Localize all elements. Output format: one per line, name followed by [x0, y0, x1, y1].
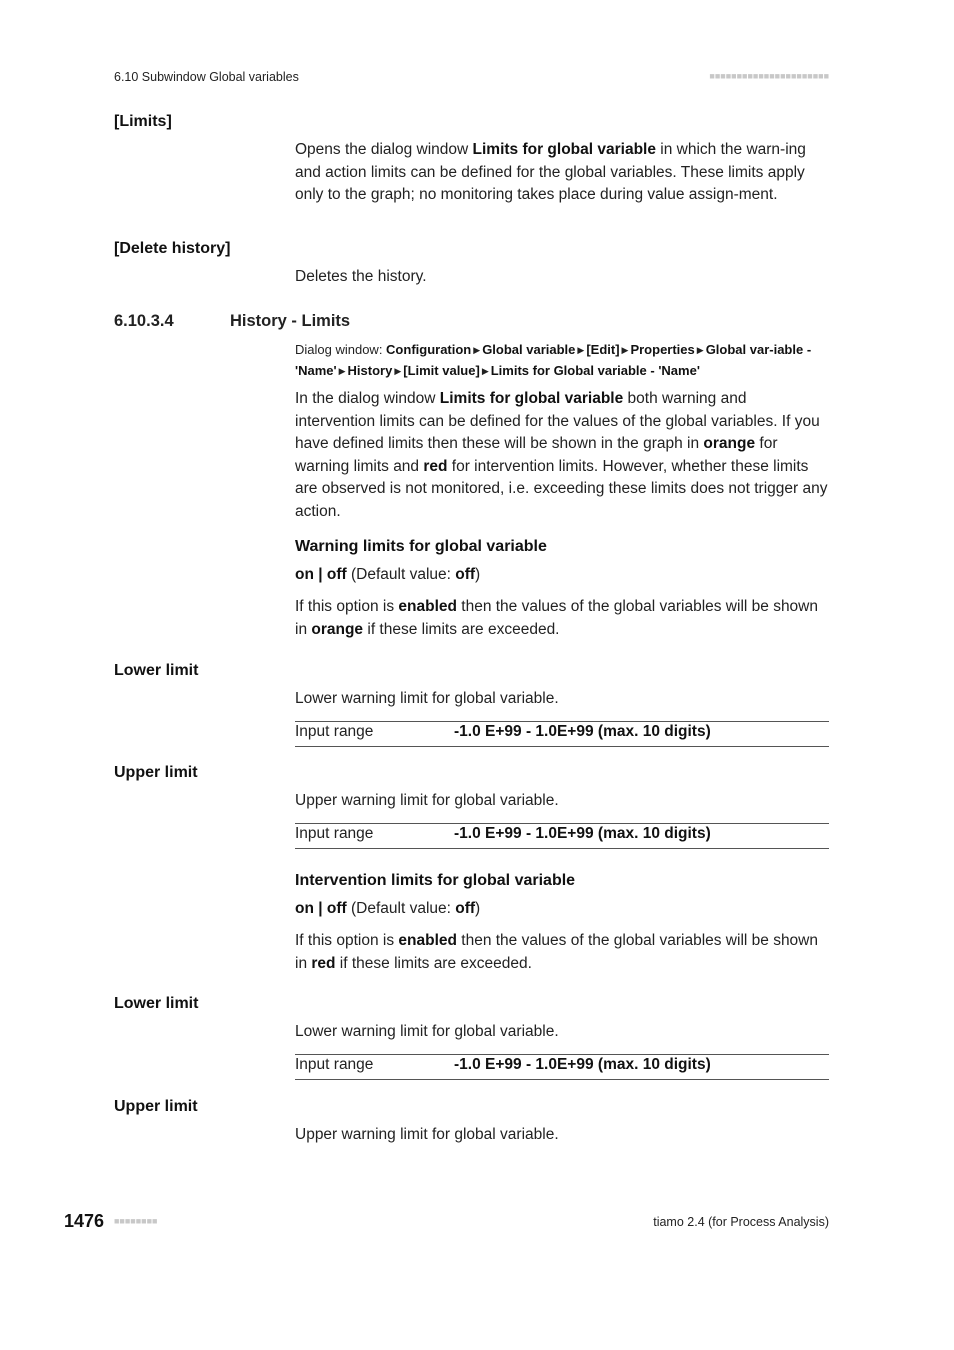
- intervention-limits-description: If this option is enabled then the values of the global variables will be shown in red if these limits are exceeded.: [295, 932, 818, 972]
- page-number: 1476: [64, 1211, 105, 1231]
- arrow-right-icon: ▶: [394, 366, 402, 376]
- arrow-right-icon: ▶: [696, 345, 704, 355]
- intro-paragraph: In the dialog window Limits for global variable both warning and intervention limits can be defined for the values of the global variables. If you have defined limits then these will be shown in the graph in orange for warning limits and red for intervention limits. However, whether these limits are observed is not monitored, i.e. exceeding these limits does not trigger any action.: [295, 390, 828, 520]
- input-range-label: Input range: [295, 1056, 374, 1073]
- input-range-value: -1.0 E+99 - 1.0E+99 (max. 10 digits): [454, 1056, 711, 1073]
- dialog-path: Dialog window: Configuration ▶ Global variable ▶ [Edit] ▶ Properties ▶ Global var-iable - 'Name' ▶ History ▶ [Limit value] ▶ Limits for Global variable - 'Name': [295, 340, 829, 382]
- arrow-right-icon: ▶: [621, 345, 629, 355]
- warning-lower-limit-description: Lower warning limit for global variable.: [295, 690, 559, 707]
- intervention-limits-heading: Intervention limits for global variable: [295, 872, 576, 889]
- arrow-right-icon: ▶: [338, 366, 346, 376]
- input-range-label: Input range: [295, 723, 374, 740]
- limits-description: Opens the dialog window Limits for global variable in which the warn-ing and action limits can be defined for the global variables. These limits apply only to the graph; no monitoring takes place during value assign-ment.: [295, 141, 806, 204]
- warning-lower-input-range: [295, 721, 829, 747]
- footer-decoration: ■■■■■■■■: [114, 1216, 158, 1226]
- arrow-right-icon: ▶: [577, 345, 585, 355]
- section-number: 6.10.3.4: [114, 312, 174, 330]
- footer-product: tiamo 2.4 (for Process Analysis): [653, 1215, 829, 1229]
- warning-upper-input-range: [295, 823, 829, 849]
- input-range-value: -1.0 E+99 - 1.0E+99 (max. 10 digits): [454, 723, 711, 740]
- intervention-limits-options: on | off (Default value: off): [295, 900, 481, 917]
- intervention-lower-limit-term: Lower limit: [114, 995, 199, 1012]
- arrow-right-icon: ▶: [473, 345, 481, 355]
- warning-upper-limit-description: Upper warning limit for global variable.: [295, 792, 559, 809]
- section-title: History - Limits: [230, 312, 351, 330]
- intervention-upper-limit-term: Upper limit: [114, 1098, 198, 1115]
- warning-limits-options: on | off (Default value: off): [295, 566, 481, 583]
- warning-limits-heading: Warning limits for global variable: [295, 538, 547, 555]
- header-decoration: ■■■■■■■■■■■■■■■■■■■■■■: [709, 71, 829, 81]
- intervention-lower-limit-description: Lower warning limit for global variable.: [295, 1023, 559, 1040]
- arrow-right-icon: ▶: [481, 366, 489, 376]
- input-range-value: -1.0 E+99 - 1.0E+99 (max. 10 digits): [454, 825, 711, 842]
- delete-history-description: Deletes the history.: [295, 268, 427, 285]
- warning-limits-description: If this option is enabled then the values of the global variables will be shown in orange if these limits are exceeded.: [295, 598, 818, 638]
- warning-upper-limit-term: Upper limit: [114, 764, 198, 781]
- warning-lower-limit-term: Lower limit: [114, 662, 199, 679]
- intervention-upper-limit-description: Upper warning limit for global variable.: [295, 1126, 559, 1143]
- intervention-lower-input-range: [295, 1054, 829, 1080]
- input-range-label: Input range: [295, 825, 374, 842]
- delete-history-term: [Delete history]: [114, 240, 231, 257]
- running-header-section: 6.10 Subwindow Global variables: [114, 70, 299, 84]
- limits-term: [Limits]: [114, 113, 172, 130]
